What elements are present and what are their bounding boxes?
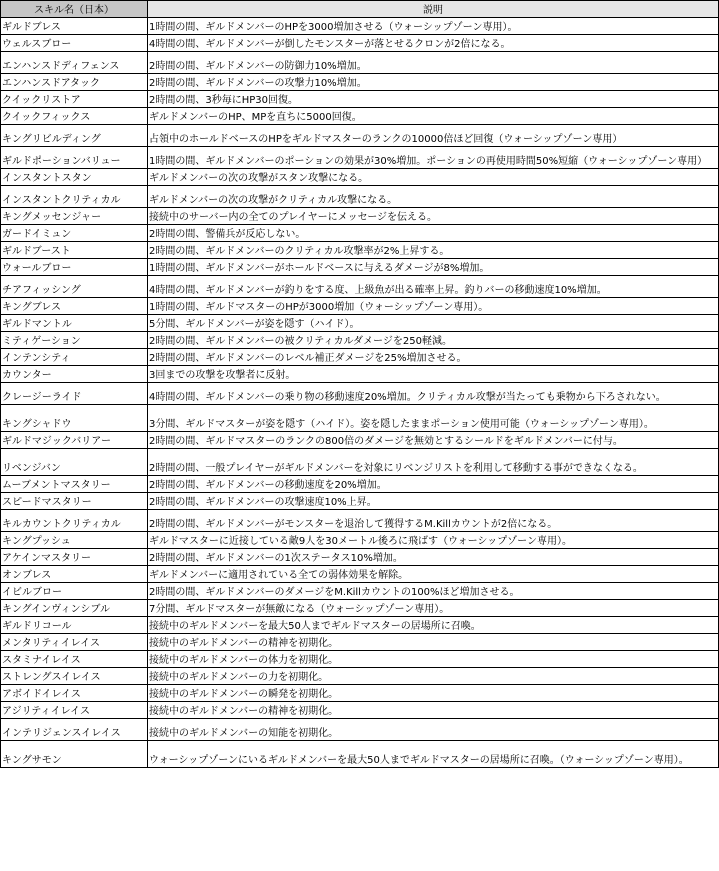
skill-name-cell: カウンター <box>1 366 148 383</box>
skill-description-cell: 1時間の間、ギルドメンバーがホールドベースに与えるダメージが8%増加。 <box>148 259 719 276</box>
skill-description-cell: 4時間の間、ギルドメンバーが釣りをする度、上級魚が出る確率上昇。釣りバーの移動速度10%増加。 <box>148 276 719 298</box>
table-row <box>1 332 719 349</box>
skill-description-cell: 2時間の間、3秒毎にHP30回復。 <box>148 91 719 108</box>
skill-description-cell: 4時間の間、ギルドメンバーの乗り物の移動速度20%増加。クリティカル攻撃が当たっても乗物から下ろされない。 <box>148 383 719 405</box>
table-row <box>1 242 719 259</box>
skill-name-cell: エンハンスドアタック <box>1 74 148 91</box>
table-row <box>1 493 719 510</box>
skill-description-cell: 2時間の間、ギルドメンバーの移動速度を20%増加。 <box>148 476 719 493</box>
skill-name-cell: スピードマスタリー <box>1 493 148 510</box>
skill-name-cell: キングブレス <box>1 298 148 315</box>
column-header-skill-name: スキル名（日本） <box>1 1 148 18</box>
header-row <box>1 1 719 18</box>
skill-name-cell: イビルブロー <box>1 583 148 600</box>
table-row <box>1 617 719 634</box>
skill-name-cell: リベンジバン <box>1 449 148 476</box>
table-row <box>1 702 719 719</box>
table-row <box>1 186 719 208</box>
skill-name-cell: キングサモン <box>1 741 148 768</box>
table-row <box>1 366 719 383</box>
skill-name-cell: エンハンスドディフェンス <box>1 52 148 74</box>
skill-name-cell: キングインヴィンシブル <box>1 600 148 617</box>
skill-name-cell: キングシャドウ <box>1 405 148 432</box>
skill-name-cell: ムーブメントマスタリー <box>1 476 148 493</box>
skill-name-cell: ギルドブースト <box>1 242 148 259</box>
skill-description-cell: 1時間の間、ギルドメンバーのポーションの効果が30%増加。ポーションの再使用時間50%短縮（ウォーシップゾーン専用） <box>148 147 719 169</box>
table-row <box>1 35 719 52</box>
skill-description-cell: 占領中のホールドベースのHPをギルドマスターのランクの10000倍ほど回復（ウォーシップゾーン専用） <box>148 125 719 147</box>
table-row <box>1 583 719 600</box>
skill-name-cell: クイックリストア <box>1 91 148 108</box>
table-row <box>1 125 719 147</box>
table-row <box>1 208 719 225</box>
skill-description-cell: 2時間の間、一般プレイヤーがギルドメンバーを対象にリベンジリストを利用して移動する事ができなくなる。 <box>148 449 719 476</box>
skill-description-cell: 接続中のサーバー内の全てのプレイヤーにメッセージを伝える。 <box>148 208 719 225</box>
skill-description-cell: 1時間の間、ギルドマスターのHPが3000増加（ウォーシップゾーン専用）。 <box>148 298 719 315</box>
table-row <box>1 259 719 276</box>
skill-description-cell: 2時間の間、ギルドメンバーのレベル補正ダメージを25%増加させる。 <box>148 349 719 366</box>
skill-name-cell: ギルドマントル <box>1 315 148 332</box>
table-row <box>1 600 719 617</box>
skill-description-cell: 接続中のギルドメンバーを最大50人までギルドマスターの居場所に召喚。 <box>148 617 719 634</box>
skill-description-cell: ギルドメンバーの次の攻撃がスタン攻撃になる。 <box>148 169 719 186</box>
skill-name-cell: チアフィッシング <box>1 276 148 298</box>
skill-description-cell: ギルドマスターに近接している敵9人を30メートル後ろに飛ばす（ウォーシップゾーン専用）。 <box>148 532 719 549</box>
skill-description-cell: 接続中のギルドメンバーの精神を初期化。 <box>148 702 719 719</box>
skill-description-cell: 接続中のギルドメンバーの知能を初期化。 <box>148 719 719 741</box>
skill-name-cell: ストレングスイレイス <box>1 668 148 685</box>
skill-description-cell: 接続中のギルドメンバーの体力を初期化。 <box>148 651 719 668</box>
skill-description-cell: 5分間、ギルドメンバーが姿を隠す（ハイド）。 <box>148 315 719 332</box>
skill-name-cell: ギルドブレス <box>1 18 148 35</box>
skill-description-cell: 2時間の間、ギルドメンバーがモンスターを退治して獲得するM.Killカウントが2倍になる。 <box>148 510 719 532</box>
table-row <box>1 432 719 449</box>
skill-description-cell: 接続中のギルドメンバーの力を初期化。 <box>148 668 719 685</box>
skill-description-cell: 2時間の間、ギルドメンバーの防御力10%増加。 <box>148 52 719 74</box>
skill-description-cell: 2時間の間、ギルドマスターのランクの800倍のダメージを無効とするシールドをギルドメンバーに付与。 <box>148 432 719 449</box>
column-header-description: 説明 <box>148 1 719 18</box>
table-row <box>1 383 719 405</box>
skill-description-cell: ギルドメンバーのHP、MPを直ちに5000回復。 <box>148 108 719 125</box>
table-row <box>1 685 719 702</box>
skill-description-cell: ギルドメンバーに適用されている全ての弱体効果を解除。 <box>148 566 719 583</box>
skill-name-cell: アケインマスタリー <box>1 549 148 566</box>
table-row <box>1 549 719 566</box>
skill-name-cell: キングプッシュ <box>1 532 148 549</box>
skill-description-cell: 接続中のギルドメンバーの精神を初期化。 <box>148 634 719 651</box>
table-row <box>1 18 719 35</box>
table-row <box>1 276 719 298</box>
skill-description-cell: 2時間の間、ギルドメンバーのダメージをM.Killカウントの100%ほど増加させる。 <box>148 583 719 600</box>
table-row <box>1 52 719 74</box>
skill-description-cell: 2時間の間、警備兵が反応しない。 <box>148 225 719 242</box>
table-row <box>1 298 719 315</box>
skill-description-cell: 2時間の間、ギルドメンバーの攻撃力10%増加。 <box>148 74 719 91</box>
skill-name-cell: アボイドイレイス <box>1 685 148 702</box>
skill-description-cell: 7分間、ギルドマスターが無敵になる（ウォーシップゾーン専用）。 <box>148 600 719 617</box>
table-row <box>1 532 719 549</box>
table-row <box>1 315 719 332</box>
table-row <box>1 634 719 651</box>
table-row <box>1 651 719 668</box>
skill-description-cell: 1時間の間、ギルドメンバーのHPを3000増加させる（ウォーシップゾーン専用）。 <box>148 18 719 35</box>
table-row <box>1 405 719 432</box>
skill-name-cell: ウォールブロー <box>1 259 148 276</box>
skill-name-cell: ギルドマジックバリアー <box>1 432 148 449</box>
table-row <box>1 668 719 685</box>
skill-name-cell: アジリティイレイス <box>1 702 148 719</box>
table-row <box>1 510 719 532</box>
skill-name-cell: キングリビルディング <box>1 125 148 147</box>
table-row <box>1 566 719 583</box>
skill-description-cell: 3分間、ギルドマスターが姿を隠す（ハイド）。姿を隠したままポーション使用可能（ウォーシップゾーン専用）。 <box>148 405 719 432</box>
table-row <box>1 91 719 108</box>
skill-name-cell: キングメッセンジャー <box>1 208 148 225</box>
table-row <box>1 147 719 169</box>
skill-name-cell: キルカウントクリティカル <box>1 510 148 532</box>
skill-description-cell: 2時間の間、ギルドメンバーの被クリティカルダメージを250軽減。 <box>148 332 719 349</box>
skill-name-cell: ガードイミュン <box>1 225 148 242</box>
table-row <box>1 476 719 493</box>
table-row <box>1 719 719 741</box>
table-row <box>1 169 719 186</box>
skill-description-cell: 2時間の間、ギルドメンバーの1次ステータス10%増加。 <box>148 549 719 566</box>
skill-name-cell: クイックフィックス <box>1 108 148 125</box>
skill-description-cell: ウォーシップゾーンにいるギルドメンバーを最大50人までギルドマスターの居場所に召喚。（ウォーシップゾーン専用）。 <box>148 741 719 768</box>
skill-description-cell: 4時間の間、ギルドメンバーが倒したモンスターが落とせるクロンが2倍になる。 <box>148 35 719 52</box>
table-row <box>1 74 719 91</box>
skill-name-cell: インスタントクリティカル <box>1 186 148 208</box>
skill-name-cell: オンブレス <box>1 566 148 583</box>
skill-name-cell: スタミナイレイス <box>1 651 148 668</box>
table-row <box>1 225 719 242</box>
skill-description-cell: 3回までの攻撃を攻撃者に反射。 <box>148 366 719 383</box>
skill-name-cell: ギルドポーションバリュー <box>1 147 148 169</box>
skill-name-cell: インテンシティ <box>1 349 148 366</box>
skill-name-cell: インテリジェンスイレイス <box>1 719 148 741</box>
skill-name-cell: ウェルスブロー <box>1 35 148 52</box>
skill-name-cell: ミティゲーション <box>1 332 148 349</box>
skill-description-cell: 接続中のギルドメンバーの瞬発を初期化。 <box>148 685 719 702</box>
table-row <box>1 349 719 366</box>
table-row <box>1 449 719 476</box>
table-row <box>1 741 719 768</box>
skill-name-cell: クレージーライド <box>1 383 148 405</box>
skill-description-cell: 2時間の間、ギルドメンバーのクリティカル攻撃率が2%上昇する。 <box>148 242 719 259</box>
skill-name-cell: インスタントスタン <box>1 169 148 186</box>
skill-description-cell: ギルドメンバーの次の攻撃がクリティカル攻撃になる。 <box>148 186 719 208</box>
skill-name-cell: ギルドリコール <box>1 617 148 634</box>
table-row <box>1 108 719 125</box>
skill-name-cell: メンタリティイレイス <box>1 634 148 651</box>
skill-description-cell: 2時間の間、ギルドメンバーの攻撃速度10%上昇。 <box>148 493 719 510</box>
